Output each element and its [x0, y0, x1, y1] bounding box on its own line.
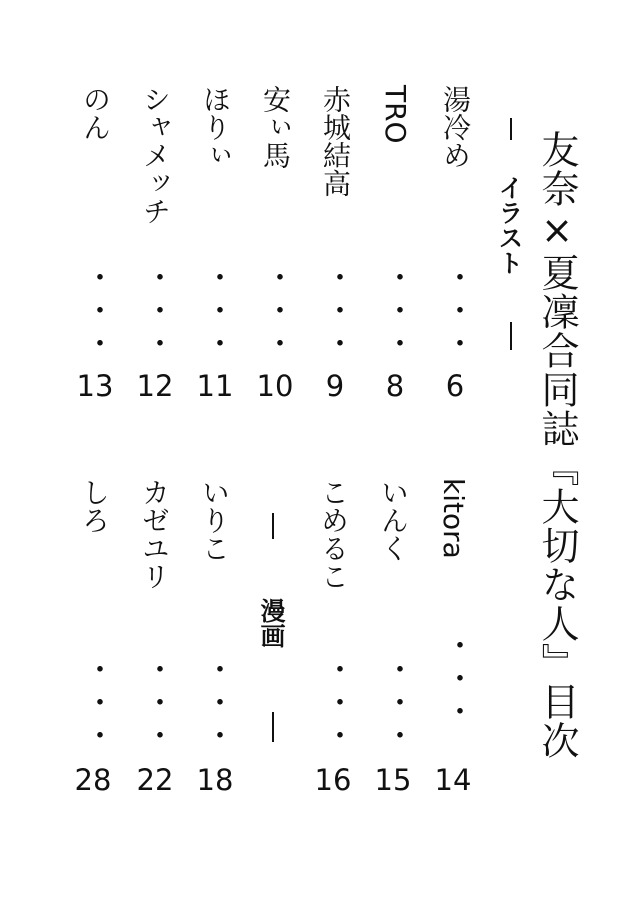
entry-name: のん: [79, 85, 112, 141]
leader-dots: ・・・: [259, 262, 294, 361]
leader-dots: ・・・: [379, 654, 414, 753]
leader-dots: ・・・: [199, 654, 234, 753]
section-divider: [272, 712, 274, 742]
entry-name: しろ: [78, 478, 111, 534]
entry-name: 湯冷め: [439, 85, 472, 169]
page-title: 友奈×夏凜合同誌『大切な人』目次: [535, 130, 579, 760]
page-number: 16: [314, 763, 352, 797]
entry-name: ほりぃ: [199, 85, 232, 169]
entry-name: いりこ: [198, 478, 231, 562]
page-number: 13: [76, 369, 114, 403]
section-heading-illust: イラスト: [495, 175, 524, 275]
page-number: 9: [325, 369, 345, 403]
leader-dots: ・・・: [319, 654, 354, 753]
leader-dots: ・・・: [139, 262, 174, 361]
section-divider: [272, 513, 274, 539]
page-number: 12: [136, 369, 174, 403]
page-number: 8: [385, 369, 405, 403]
page-number: 28: [74, 763, 112, 797]
section-divider: [510, 118, 512, 140]
entry-name: シャメッチ: [139, 85, 172, 225]
leader-dots: ・・・: [139, 654, 174, 753]
entry-name: 赤城結高: [319, 85, 352, 197]
leader-dots: ・・・: [199, 262, 234, 361]
leader-dots: ・・・: [379, 262, 414, 361]
page-number: 22: [136, 763, 174, 797]
page-number: 10: [256, 369, 294, 403]
section-heading-manga: 漫画: [257, 598, 286, 648]
page-number: 18: [196, 763, 234, 797]
section-divider: [510, 322, 512, 350]
entry-name: いんく: [377, 478, 410, 562]
entry-name: カゼユリ: [138, 478, 171, 590]
page-number: 11: [196, 369, 234, 403]
page-number: 6: [445, 369, 465, 403]
entry-name: 安ぃ馬: [259, 85, 292, 169]
leader-dots: ・・・: [439, 630, 474, 729]
leader-dots: ・・・: [79, 262, 114, 361]
entry-name: kitora: [437, 478, 470, 559]
entry-name: TRO: [379, 85, 412, 144]
leader-dots: ・・・: [79, 654, 114, 753]
page-number: 15: [374, 763, 412, 797]
entry-name: こめるこ: [317, 478, 350, 590]
leader-dots: ・・・: [319, 262, 354, 361]
leader-dots: ・・・: [439, 262, 474, 361]
page-number: 14: [434, 763, 472, 797]
